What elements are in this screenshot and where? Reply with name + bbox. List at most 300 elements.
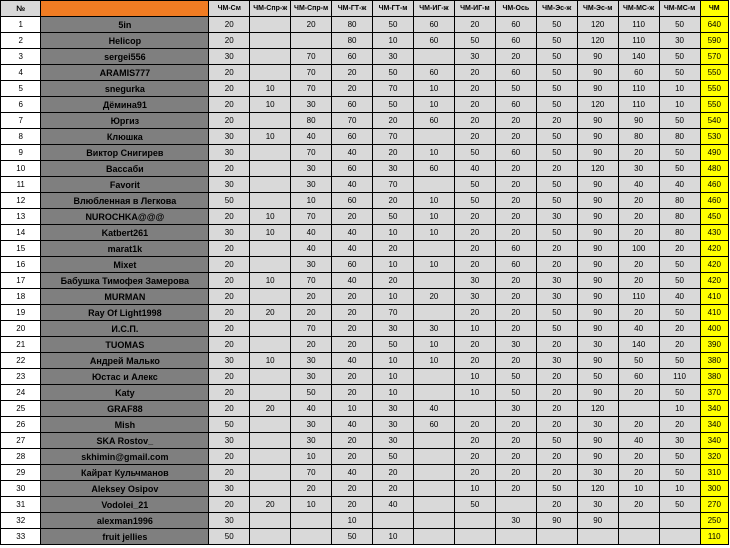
score-cell: 30 bbox=[209, 177, 250, 193]
table-row bbox=[1, 193, 729, 209]
table-row bbox=[1, 497, 729, 513]
score-cell: 20 bbox=[373, 481, 414, 497]
score-cell: 110 bbox=[659, 369, 700, 385]
score-cell: 30 bbox=[454, 49, 495, 65]
participant-name: И.С.П. bbox=[41, 321, 209, 337]
score-cell: 50 bbox=[659, 305, 700, 321]
participant-name: MURMAN bbox=[41, 289, 209, 305]
score-cell: 10 bbox=[454, 321, 495, 337]
score-cell bbox=[250, 193, 291, 209]
score-cell: 50 bbox=[454, 177, 495, 193]
score-cell: 10 bbox=[291, 193, 332, 209]
score-cell: 120 bbox=[577, 481, 618, 497]
score-cell: 10 bbox=[413, 145, 454, 161]
score-cell: 110 bbox=[618, 289, 659, 305]
score-cell bbox=[250, 145, 291, 161]
score-cell: 20 bbox=[495, 113, 536, 129]
header-category: ЧМ-ГТ-ж bbox=[332, 1, 373, 17]
score-cell: 60 bbox=[332, 49, 373, 65]
rank-cell: 1 bbox=[1, 17, 41, 33]
score-cell: 20 bbox=[659, 417, 700, 433]
score-cell: 60 bbox=[332, 161, 373, 177]
score-cell: 40 bbox=[332, 417, 373, 433]
table-row bbox=[1, 513, 729, 529]
score-cell: 20 bbox=[454, 17, 495, 33]
total-cell: 450 bbox=[700, 209, 728, 225]
score-cell: 20 bbox=[536, 257, 577, 273]
score-cell: 20 bbox=[454, 241, 495, 257]
score-cell: 50 bbox=[659, 385, 700, 401]
score-cell bbox=[250, 529, 291, 545]
score-cell: 30 bbox=[209, 49, 250, 65]
score-cell bbox=[250, 433, 291, 449]
score-cell bbox=[413, 369, 454, 385]
score-cell: 20 bbox=[209, 65, 250, 81]
score-cell: 50 bbox=[659, 65, 700, 81]
score-cell: 90 bbox=[577, 241, 618, 257]
rank-cell: 30 bbox=[1, 481, 41, 497]
score-cell: 20 bbox=[495, 321, 536, 337]
table-row bbox=[1, 353, 729, 369]
score-cell: 40 bbox=[332, 273, 373, 289]
score-cell: 20 bbox=[250, 401, 291, 417]
score-cell: 20 bbox=[618, 225, 659, 241]
score-cell bbox=[495, 529, 536, 545]
score-cell: 90 bbox=[577, 289, 618, 305]
score-cell: 20 bbox=[209, 209, 250, 225]
score-cell: 10 bbox=[373, 33, 414, 49]
score-cell: 50 bbox=[536, 129, 577, 145]
score-cell: 50 bbox=[659, 49, 700, 65]
score-cell: 20 bbox=[332, 337, 373, 353]
score-cell: 20 bbox=[536, 417, 577, 433]
score-cell: 30 bbox=[291, 417, 332, 433]
total-cell: 530 bbox=[700, 129, 728, 145]
score-cell bbox=[250, 465, 291, 481]
score-cell: 70 bbox=[291, 81, 332, 97]
score-cell: 60 bbox=[413, 161, 454, 177]
score-cell: 20 bbox=[209, 449, 250, 465]
score-cell: 40 bbox=[659, 289, 700, 305]
table-row bbox=[1, 401, 729, 417]
score-cell: 20 bbox=[454, 209, 495, 225]
score-cell bbox=[413, 273, 454, 289]
rank-cell: 4 bbox=[1, 65, 41, 81]
score-cell: 30 bbox=[209, 353, 250, 369]
table-row bbox=[1, 529, 729, 545]
score-cell: 50 bbox=[536, 65, 577, 81]
score-cell: 50 bbox=[373, 17, 414, 33]
score-cell: 20 bbox=[618, 449, 659, 465]
score-cell: 20 bbox=[332, 449, 373, 465]
score-cell: 90 bbox=[577, 257, 618, 273]
participant-name: TUOMAS bbox=[41, 337, 209, 353]
score-cell: 70 bbox=[291, 321, 332, 337]
score-cell bbox=[250, 337, 291, 353]
score-cell: 70 bbox=[291, 273, 332, 289]
score-cell: 20 bbox=[454, 433, 495, 449]
score-cell bbox=[454, 529, 495, 545]
rank-cell: 17 bbox=[1, 273, 41, 289]
score-cell: 50 bbox=[209, 529, 250, 545]
score-cell: 40 bbox=[291, 225, 332, 241]
participant-name: Ray Of Light1998 bbox=[41, 305, 209, 321]
score-cell: 20 bbox=[495, 289, 536, 305]
total-cell: 420 bbox=[700, 241, 728, 257]
participant-name: marat1k bbox=[41, 241, 209, 257]
score-cell bbox=[413, 129, 454, 145]
score-cell: 30 bbox=[536, 273, 577, 289]
score-cell: 50 bbox=[659, 497, 700, 513]
score-cell: 40 bbox=[332, 241, 373, 257]
score-cell: 90 bbox=[577, 209, 618, 225]
score-cell: 80 bbox=[618, 129, 659, 145]
table-row bbox=[1, 209, 729, 225]
score-cell: 70 bbox=[291, 209, 332, 225]
participant-name: fruit jellies bbox=[41, 529, 209, 545]
score-cell: 20 bbox=[373, 193, 414, 209]
score-cell: 60 bbox=[332, 129, 373, 145]
score-cell: 20 bbox=[209, 97, 250, 113]
table-row bbox=[1, 177, 729, 193]
table-row bbox=[1, 465, 729, 481]
table-row bbox=[1, 321, 729, 337]
score-cell: 60 bbox=[495, 97, 536, 113]
score-cell: 50 bbox=[536, 321, 577, 337]
score-cell bbox=[618, 401, 659, 417]
score-cell: 30 bbox=[454, 273, 495, 289]
rank-cell: 29 bbox=[1, 465, 41, 481]
score-cell: 10 bbox=[373, 225, 414, 241]
header-category: ЧМ-Спр-м bbox=[291, 1, 332, 17]
table-row bbox=[1, 97, 729, 113]
score-cell: 10 bbox=[413, 81, 454, 97]
score-cell bbox=[250, 321, 291, 337]
score-cell: 50 bbox=[536, 97, 577, 113]
score-cell: 50 bbox=[659, 273, 700, 289]
total-cell: 410 bbox=[700, 289, 728, 305]
score-cell bbox=[250, 289, 291, 305]
score-cell: 20 bbox=[495, 433, 536, 449]
total-cell: 590 bbox=[700, 33, 728, 49]
score-cell: 10 bbox=[618, 481, 659, 497]
score-cell: 20 bbox=[332, 481, 373, 497]
rank-cell: 11 bbox=[1, 177, 41, 193]
score-cell: 110 bbox=[618, 33, 659, 49]
score-cell: 20 bbox=[495, 417, 536, 433]
score-cell: 10 bbox=[373, 385, 414, 401]
score-cell: 20 bbox=[454, 337, 495, 353]
header-category: ЧМ-ГТ-м bbox=[373, 1, 414, 17]
score-cell: 10 bbox=[291, 449, 332, 465]
score-cell: 60 bbox=[495, 145, 536, 161]
score-cell: 10 bbox=[659, 401, 700, 417]
score-cell: 40 bbox=[332, 177, 373, 193]
score-cell: 30 bbox=[373, 417, 414, 433]
table-row bbox=[1, 49, 729, 65]
score-cell: 30 bbox=[291, 161, 332, 177]
participant-name: sergei556 bbox=[41, 49, 209, 65]
participant-name: ARAMIS777 bbox=[41, 65, 209, 81]
header-category: ЧМ-ИГ-ж bbox=[413, 1, 454, 17]
score-cell: 60 bbox=[495, 33, 536, 49]
score-cell bbox=[250, 257, 291, 273]
score-cell: 50 bbox=[291, 385, 332, 401]
total-cell: 250 bbox=[700, 513, 728, 529]
score-cell: 20 bbox=[454, 65, 495, 81]
rank-cell: 5 bbox=[1, 81, 41, 97]
score-cell: 60 bbox=[495, 65, 536, 81]
score-cell: 50 bbox=[209, 193, 250, 209]
score-cell: 20 bbox=[536, 449, 577, 465]
score-cell: 70 bbox=[373, 177, 414, 193]
header-category: ЧМ-Эс-м bbox=[577, 1, 618, 17]
score-cell: 80 bbox=[659, 193, 700, 209]
score-cell bbox=[618, 529, 659, 545]
score-cell: 20 bbox=[454, 305, 495, 321]
score-cell bbox=[291, 513, 332, 529]
score-cell: 20 bbox=[495, 161, 536, 177]
score-cell: 20 bbox=[618, 273, 659, 289]
score-cell: 10 bbox=[413, 353, 454, 369]
score-cell bbox=[250, 417, 291, 433]
score-cell: 70 bbox=[291, 49, 332, 65]
score-cell: 50 bbox=[454, 33, 495, 49]
score-cell: 20 bbox=[495, 273, 536, 289]
score-cell bbox=[250, 369, 291, 385]
score-cell: 30 bbox=[373, 161, 414, 177]
total-cell: 420 bbox=[700, 257, 728, 273]
score-cell: 20 bbox=[618, 193, 659, 209]
score-cell: 50 bbox=[659, 113, 700, 129]
score-cell: 50 bbox=[536, 433, 577, 449]
score-cell: 90 bbox=[577, 113, 618, 129]
score-cell: 10 bbox=[373, 353, 414, 369]
score-cell bbox=[577, 529, 618, 545]
total-cell: 540 bbox=[700, 113, 728, 129]
score-cell: 20 bbox=[495, 481, 536, 497]
score-cell: 120 bbox=[577, 17, 618, 33]
score-cell bbox=[413, 513, 454, 529]
score-cell: 50 bbox=[373, 337, 414, 353]
score-cell: 50 bbox=[373, 209, 414, 225]
score-cell: 50 bbox=[536, 81, 577, 97]
score-cell bbox=[413, 529, 454, 545]
total-cell: 640 bbox=[700, 17, 728, 33]
score-cell: 50 bbox=[373, 65, 414, 81]
score-cell: 20 bbox=[495, 465, 536, 481]
score-cell: 20 bbox=[209, 321, 250, 337]
score-cell: 10 bbox=[373, 369, 414, 385]
score-cell: 10 bbox=[659, 81, 700, 97]
score-cell: 20 bbox=[209, 369, 250, 385]
score-cell: 80 bbox=[291, 113, 332, 129]
total-cell: 380 bbox=[700, 353, 728, 369]
table-row bbox=[1, 417, 729, 433]
score-cell: 10 bbox=[454, 385, 495, 401]
score-cell: 10 bbox=[413, 209, 454, 225]
score-cell: 60 bbox=[495, 17, 536, 33]
total-cell: 460 bbox=[700, 193, 728, 209]
participant-name: Katy bbox=[41, 385, 209, 401]
score-cell: 110 bbox=[618, 97, 659, 113]
score-cell: 20 bbox=[536, 241, 577, 257]
score-cell bbox=[454, 401, 495, 417]
score-cell: 40 bbox=[659, 177, 700, 193]
participant-name: Бабушка Тимофея Замерова bbox=[41, 273, 209, 289]
header-category: ЧМ-Ось bbox=[495, 1, 536, 17]
score-cell: 20 bbox=[291, 289, 332, 305]
score-cell: 20 bbox=[454, 225, 495, 241]
table-row bbox=[1, 113, 729, 129]
score-cell: 50 bbox=[536, 193, 577, 209]
participant-name: SKA Rostov_ bbox=[41, 433, 209, 449]
score-cell: 20 bbox=[536, 497, 577, 513]
score-cell: 20 bbox=[332, 209, 373, 225]
rank-cell: 3 bbox=[1, 49, 41, 65]
score-cell: 10 bbox=[332, 401, 373, 417]
score-cell: 20 bbox=[454, 113, 495, 129]
score-cell: 20 bbox=[618, 305, 659, 321]
score-cell bbox=[413, 433, 454, 449]
score-cell bbox=[659, 529, 700, 545]
rank-cell: 9 bbox=[1, 145, 41, 161]
score-cell: 20 bbox=[495, 225, 536, 241]
score-cell: 20 bbox=[495, 209, 536, 225]
score-cell: 10 bbox=[332, 513, 373, 529]
score-cell: 20 bbox=[618, 465, 659, 481]
score-cell: 60 bbox=[332, 257, 373, 273]
score-cell bbox=[413, 465, 454, 481]
score-cell: 20 bbox=[536, 385, 577, 401]
score-cell: 30 bbox=[577, 417, 618, 433]
score-cell: 30 bbox=[291, 97, 332, 113]
score-cell: 70 bbox=[291, 65, 332, 81]
score-cell: 20 bbox=[209, 257, 250, 273]
score-cell: 80 bbox=[659, 129, 700, 145]
score-cell: 30 bbox=[209, 225, 250, 241]
score-cell: 90 bbox=[577, 65, 618, 81]
score-cell: 30 bbox=[209, 513, 250, 529]
score-cell bbox=[250, 513, 291, 529]
score-cell: 60 bbox=[495, 257, 536, 273]
score-cell bbox=[250, 449, 291, 465]
score-cell bbox=[413, 49, 454, 65]
score-cell bbox=[454, 513, 495, 529]
score-cell: 90 bbox=[577, 385, 618, 401]
rank-cell: 7 bbox=[1, 113, 41, 129]
rank-cell: 22 bbox=[1, 353, 41, 369]
table-row bbox=[1, 289, 729, 305]
score-cell: 70 bbox=[373, 305, 414, 321]
rank-cell: 19 bbox=[1, 305, 41, 321]
rank-cell: 10 bbox=[1, 161, 41, 177]
score-cell: 30 bbox=[373, 433, 414, 449]
rank-cell: 21 bbox=[1, 337, 41, 353]
score-cell: 20 bbox=[454, 97, 495, 113]
total-cell: 340 bbox=[700, 433, 728, 449]
total-cell: 270 bbox=[700, 497, 728, 513]
header-name bbox=[41, 1, 209, 17]
score-cell: 90 bbox=[577, 129, 618, 145]
header-category: ЧМ-См bbox=[209, 1, 250, 17]
score-cell: 10 bbox=[250, 81, 291, 97]
total-cell: 320 bbox=[700, 449, 728, 465]
participant-name: Кайрат Кульчманов bbox=[41, 465, 209, 481]
score-cell: 30 bbox=[291, 353, 332, 369]
score-cell bbox=[536, 529, 577, 545]
score-cell: 40 bbox=[413, 401, 454, 417]
participant-name: GRAF88 bbox=[41, 401, 209, 417]
table-row bbox=[1, 481, 729, 497]
score-cell: 20 bbox=[332, 433, 373, 449]
score-cell: 20 bbox=[495, 353, 536, 369]
score-cell: 10 bbox=[413, 97, 454, 113]
total-cell: 300 bbox=[700, 481, 728, 497]
header-category: ЧМ-Эс-ж bbox=[536, 1, 577, 17]
rank-cell: 33 bbox=[1, 529, 41, 545]
score-cell: 20 bbox=[495, 193, 536, 209]
score-cell: 10 bbox=[454, 481, 495, 497]
score-cell: 50 bbox=[536, 49, 577, 65]
score-cell: 90 bbox=[577, 81, 618, 97]
score-cell: 20 bbox=[332, 81, 373, 97]
score-cell bbox=[250, 481, 291, 497]
score-cell: 20 bbox=[209, 305, 250, 321]
total-cell: 370 bbox=[700, 385, 728, 401]
score-cell: 120 bbox=[577, 33, 618, 49]
table-row bbox=[1, 369, 729, 385]
score-cell: 70 bbox=[373, 129, 414, 145]
score-cell: 20 bbox=[536, 161, 577, 177]
score-cell: 60 bbox=[413, 65, 454, 81]
rank-cell: 14 bbox=[1, 225, 41, 241]
score-cell: 20 bbox=[536, 113, 577, 129]
score-cell: 80 bbox=[332, 33, 373, 49]
score-cell bbox=[250, 177, 291, 193]
total-cell: 480 bbox=[700, 161, 728, 177]
score-cell: 50 bbox=[536, 225, 577, 241]
score-cell: 20 bbox=[291, 337, 332, 353]
participant-name: Aleksey Osipov bbox=[41, 481, 209, 497]
score-cell bbox=[250, 113, 291, 129]
score-cell: 60 bbox=[495, 241, 536, 257]
table-row bbox=[1, 305, 729, 321]
table-row bbox=[1, 33, 729, 49]
score-cell: 30 bbox=[291, 177, 332, 193]
score-cell: 90 bbox=[577, 513, 618, 529]
score-cell: 20 bbox=[373, 241, 414, 257]
score-cell: 60 bbox=[413, 417, 454, 433]
score-cell: 30 bbox=[209, 433, 250, 449]
score-cell: 90 bbox=[577, 193, 618, 209]
score-cell bbox=[413, 177, 454, 193]
score-cell: 10 bbox=[250, 129, 291, 145]
score-cell: 90 bbox=[577, 225, 618, 241]
header-category: ЧМ-МС-м bbox=[659, 1, 700, 17]
score-cell: 90 bbox=[618, 113, 659, 129]
score-cell: 20 bbox=[495, 49, 536, 65]
score-cell: 20 bbox=[495, 449, 536, 465]
score-cell: 90 bbox=[577, 273, 618, 289]
score-cell: 30 bbox=[618, 161, 659, 177]
score-cell: 140 bbox=[618, 49, 659, 65]
score-cell: 20 bbox=[454, 465, 495, 481]
score-cell: 30 bbox=[577, 497, 618, 513]
score-cell: 20 bbox=[209, 17, 250, 33]
score-cell: 110 bbox=[618, 81, 659, 97]
score-cell: 50 bbox=[577, 369, 618, 385]
